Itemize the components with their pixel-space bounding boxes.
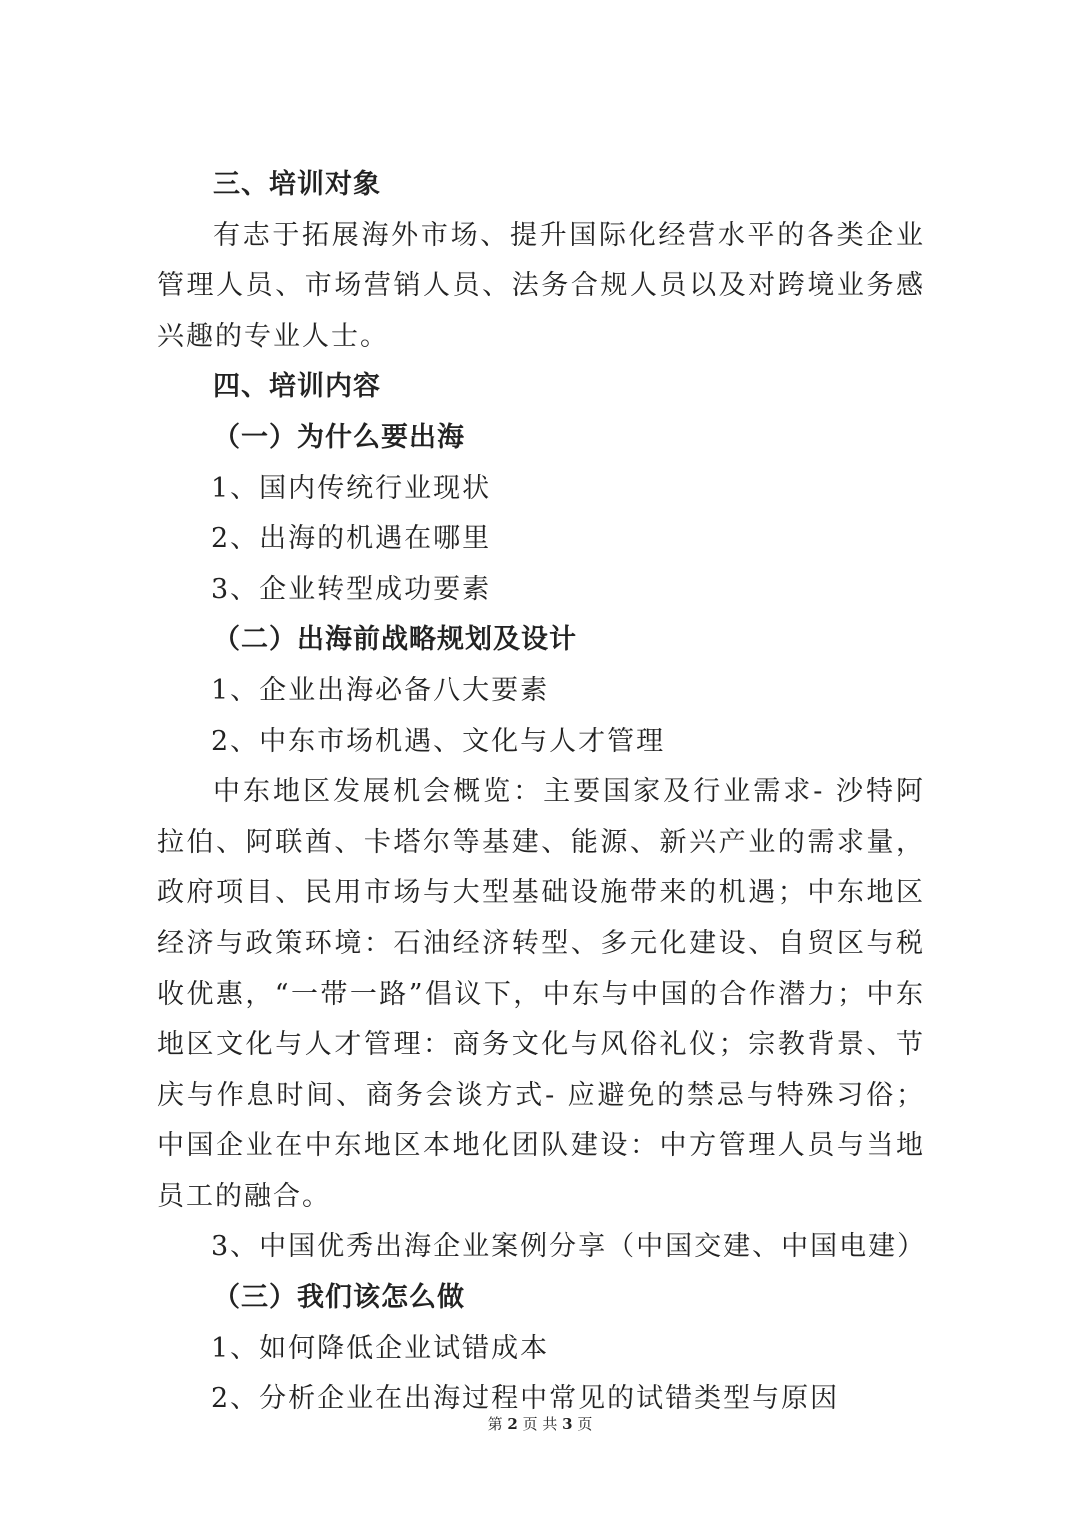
list-item: 2、出海的机遇在哪里 xyxy=(211,523,492,555)
list-item: 3、企业转型成功要素 xyxy=(211,573,492,605)
subsection-heading-strategy-planning: （二）出海前战略规划及设计 xyxy=(213,624,577,656)
list-item: 1、如何降低企业试错成本 xyxy=(211,1332,550,1364)
section-heading-training-audience: 三、培训对象 xyxy=(213,169,381,200)
page-footer xyxy=(0,1413,1080,1434)
list-item: 3、中国优秀出海企业案例分享（中国交建、中国电建） xyxy=(211,1231,927,1263)
footer-page-number: 2 xyxy=(507,1415,518,1433)
footer-suffix: 页 xyxy=(577,1415,593,1433)
list-item: 2、中东市场机遇、文化与人才管理 xyxy=(211,725,666,757)
footer-mid: 页 共 xyxy=(522,1415,558,1433)
list-item: 1、国内传统行业现状 xyxy=(211,472,492,504)
section-heading-training-content: 四、培训内容 xyxy=(213,371,381,403)
document-page xyxy=(157,160,925,1425)
middle-east-detail-paragraph: 中东地区发展机会概览：主要国家及行业需求- 沙特阿拉伯、阿联酋、卡塔尔等基建、能源、新兴产业的需求量，政府项目、民用市场与大型基础设施带来的机遇；中东地区经济与政策环境：石油经济转型、多元化建设、自贸区与税收优惠，“一带一路”倡议下，中东与中国的合作潜力；中东地区文化与人才管理：商务文化与风俗礼仪；宗教背景、节庆与作息时间、商务会谈方式- 应避免的禁忌与特殊习俗；中国企业在中东地区本地化团队建设：中方管理人员与当地员工的融合。 xyxy=(157,776,925,1212)
footer-total-pages: 3 xyxy=(562,1415,573,1433)
subsection-heading-what-to-do: （三）我们该怎么做 xyxy=(213,1282,465,1314)
list-item: 1、企业出海必备八大要素 xyxy=(211,674,550,706)
footer-prefix: 第 xyxy=(487,1415,503,1433)
subsection-heading-why-go-overseas: （一）为什么要出海 xyxy=(213,421,465,453)
training-audience-paragraph: 有志于拓展海外市场、提升国际化经营水平的各类企业管理人员、市场营销人员、法务合规人员以及对跨境业务感兴趣的专业人士。 xyxy=(157,219,925,352)
list-item: 2、分析企业在出海过程中常见的试错类型与原因 xyxy=(211,1383,840,1415)
